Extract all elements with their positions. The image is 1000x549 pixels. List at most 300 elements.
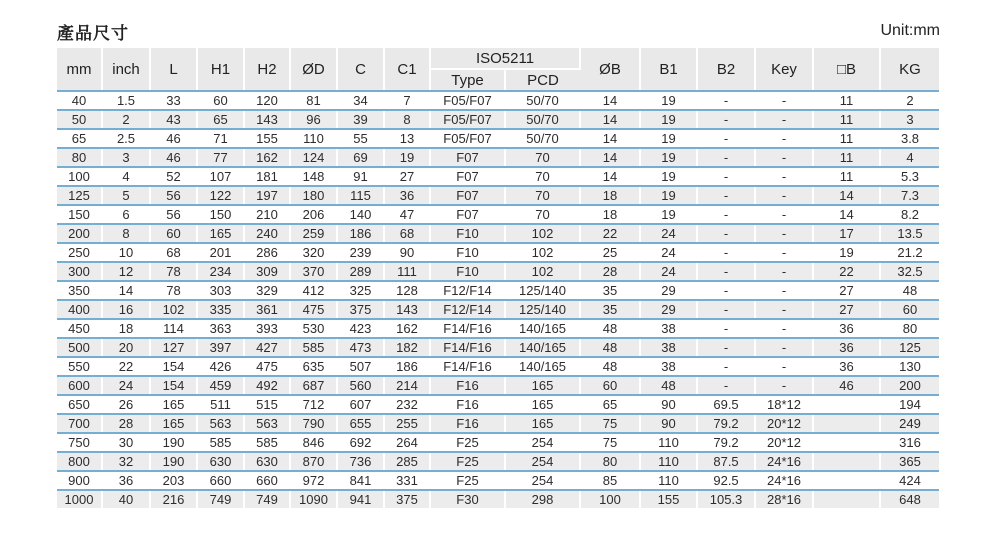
table-cell: 28 [102,414,150,433]
table-cell: 585 [290,338,337,357]
table-cell: 214 [384,376,430,395]
table-cell: 507 [337,357,384,376]
table-cell: 4 [880,148,939,167]
table-cell: 8 [384,110,430,129]
table-cell: 91 [337,167,384,186]
table-cell: - [755,281,813,300]
table-cell: 11 [813,110,880,129]
table-cell: 289 [337,262,384,281]
table-cell: - [755,167,813,186]
table-cell: 24 [640,262,697,281]
table-cell: F05/F07 [430,91,505,110]
table-cell: 11 [813,148,880,167]
table-cell: 309 [244,262,290,281]
col-header-ob: ØB [580,48,640,91]
table-cell: 7 [384,91,430,110]
table-row [57,452,939,471]
table-cell: - [697,281,755,300]
table-cell: 125 [880,338,939,357]
table-cell: 4 [102,167,150,186]
table-cell: 264 [384,433,430,452]
table-cell: 65 [197,110,244,129]
table-cell: 11 [813,91,880,110]
table-cell: 459 [197,376,244,395]
page-title: 產品尺寸 [57,24,129,43]
table-cell: 3.8 [880,129,939,148]
table-cell: 28*16 [755,490,813,508]
table-cell: 32.5 [880,262,939,281]
table-cell: 6 [102,205,150,224]
table-cell: 102 [505,243,580,262]
table-cell: 105.3 [697,490,755,508]
table-cell: 870 [290,452,337,471]
table-row [57,338,939,357]
table-cell: 10 [102,243,150,262]
col-header-b2: B2 [697,48,755,91]
table-body [57,91,939,508]
table-cell: F25 [430,471,505,490]
table-cell: 143 [384,300,430,319]
table-cell: 375 [337,300,384,319]
table-cell: 630 [197,452,244,471]
table-row [57,395,939,414]
table-cell: F05/F07 [430,129,505,148]
table-cell: 2.5 [102,129,150,148]
table-row [57,110,939,129]
table-cell: 20 [102,338,150,357]
table-cell: 203 [150,471,197,490]
table-cell: F16 [430,395,505,414]
table-cell: F07 [430,148,505,167]
table-cell: 750 [57,433,102,452]
table-cell: 77 [197,148,244,167]
table-cell: 285 [384,452,430,471]
table-cell: 60 [880,300,939,319]
table-cell: 48 [880,281,939,300]
table-cell: 14 [813,205,880,224]
table-cell: F05/F07 [430,110,505,129]
table-cell: 14 [580,167,640,186]
table-row [57,167,939,186]
table-cell: 630 [244,452,290,471]
table-cell: 800 [57,452,102,471]
table-cell: 36 [813,357,880,376]
table-cell: 790 [290,414,337,433]
table-cell: 165 [505,376,580,395]
table-cell: 120 [244,91,290,110]
table-cell: 19 [640,129,697,148]
table-cell: 530 [290,319,337,338]
table-cell: - [697,205,755,224]
table-cell: 92.5 [697,471,755,490]
table-cell: 70 [505,167,580,186]
table-cell: 46 [813,376,880,395]
table-cell: 650 [57,395,102,414]
table-cell: 130 [880,357,939,376]
table-cell: 48 [640,376,697,395]
table-cell: 162 [244,148,290,167]
table-cell: 692 [337,433,384,452]
table-cell: 14 [580,129,640,148]
table-row [57,433,939,452]
table-cell: 14 [102,281,150,300]
table-cell: 20*12 [755,433,813,452]
table-cell: 303 [197,281,244,300]
table-cell: 206 [290,205,337,224]
table-cell: 48 [580,338,640,357]
table-cell: F12/F14 [430,300,505,319]
table-row [57,319,939,338]
table-cell: 60 [580,376,640,395]
table-cell: - [755,243,813,262]
table-row [57,129,939,148]
table-cell: 19 [640,91,697,110]
table-cell: 24*16 [755,452,813,471]
table-cell: 18*12 [755,395,813,414]
table-cell: 16 [102,300,150,319]
table-cell: 33 [150,91,197,110]
table-cell: 200 [880,376,939,395]
table-row [57,490,939,508]
table-cell: 194 [880,395,939,414]
table-cell: 165 [197,224,244,243]
table-cell: 234 [197,262,244,281]
table-cell: 165 [505,395,580,414]
table-cell: - [755,205,813,224]
table-cell: 125/140 [505,300,580,319]
table-cell: 687 [290,376,337,395]
table-cell: 46 [150,148,197,167]
table-cell: - [697,224,755,243]
table-cell: 475 [290,300,337,319]
table-cell: 365 [880,452,939,471]
table-cell: 200 [57,224,102,243]
table-cell: 40 [57,91,102,110]
table-cell: 140/165 [505,338,580,357]
table-cell: 81 [290,91,337,110]
table-cell: 71 [197,129,244,148]
table-cell: 27 [384,167,430,186]
table-cell: 90 [384,243,430,262]
table-cell: 660 [197,471,244,490]
table-cell: 102 [150,300,197,319]
table-cell: 3 [880,110,939,129]
table-cell: 412 [290,281,337,300]
table-row [57,281,939,300]
table-cell: 424 [880,471,939,490]
table-cell: 181 [244,167,290,186]
table-cell: 492 [244,376,290,395]
table-cell: 24 [640,224,697,243]
table-cell: 78 [150,262,197,281]
table-cell: - [697,91,755,110]
table-cell: 36 [813,319,880,338]
table-cell: 110 [640,471,697,490]
table-cell: 210 [244,205,290,224]
col-header-od: ØD [290,48,337,91]
table-cell: 585 [197,433,244,452]
table-cell: 100 [580,490,640,508]
table-cell: 941 [337,490,384,508]
table-cell: 350 [57,281,102,300]
table-cell: 24 [640,243,697,262]
table-header [57,48,939,91]
table-cell: 122 [197,186,244,205]
table-cell: 87.5 [697,452,755,471]
table-cell: 363 [197,319,244,338]
table-cell: 46 [150,129,197,148]
table-cell: 107 [197,167,244,186]
table-cell: 12 [102,262,150,281]
table-cell: 150 [57,205,102,224]
table-cell: 600 [57,376,102,395]
table-cell: 972 [290,471,337,490]
table-cell: 427 [244,338,290,357]
col-header-square-b: □B [813,48,880,91]
table-cell: 55 [337,129,384,148]
table-cell: 102 [505,262,580,281]
table-cell: 18 [580,186,640,205]
table-cell: - [697,110,755,129]
table-cell: - [697,243,755,262]
table-cell: F16 [430,414,505,433]
table-row [57,91,939,110]
table-cell: 40 [102,490,150,508]
table-cell: - [755,148,813,167]
table-cell: 102 [505,224,580,243]
table-cell: 65 [57,129,102,148]
table-cell: 190 [150,433,197,452]
table-cell: 60 [197,91,244,110]
table-cell: 22 [813,262,880,281]
table-cell: 749 [244,490,290,508]
table-cell: F07 [430,205,505,224]
table-cell: 36 [384,186,430,205]
table-cell: 128 [384,281,430,300]
table-cell: 1090 [290,490,337,508]
table-cell: 127 [150,338,197,357]
table-cell: 550 [57,357,102,376]
table-cell: 14 [813,186,880,205]
table-cell: 35 [580,281,640,300]
table-cell: 7.3 [880,186,939,205]
table-cell: 19 [640,167,697,186]
table-cell: 900 [57,471,102,490]
table-cell: 68 [384,224,430,243]
table-cell: 165 [150,414,197,433]
unit-label: Unit:mm [880,22,940,39]
table-cell: 140/165 [505,319,580,338]
table-cell: 397 [197,338,244,357]
table-cell: 38 [640,338,697,357]
table-cell: 563 [244,414,290,433]
table-row [57,224,939,243]
table-cell: 254 [505,452,580,471]
col-header-pcd: PCD [505,69,580,91]
table-cell: 165 [505,414,580,433]
table-cell: 250 [57,243,102,262]
table-cell: 846 [290,433,337,452]
table-cell: F30 [430,490,505,508]
table-cell: 69.5 [697,395,755,414]
table-cell: 50 [57,110,102,129]
table-cell: 27 [813,300,880,319]
table-cell: - [697,186,755,205]
table-cell: 700 [57,414,102,433]
table-cell: - [755,376,813,395]
table-cell: F12/F14 [430,281,505,300]
table-cell: 11 [813,129,880,148]
table-cell: 5 [102,186,150,205]
table-cell: 65 [580,395,640,414]
table-cell: 500 [57,338,102,357]
table-cell: 36 [102,471,150,490]
table-cell: 607 [337,395,384,414]
table-cell: 140/165 [505,357,580,376]
table-cell: - [755,186,813,205]
col-header-l: L [150,48,197,91]
table-cell: 35 [580,300,640,319]
table-cell: 19 [384,148,430,167]
table-cell: 85 [580,471,640,490]
table-cell: 143 [244,110,290,129]
table-cell: 560 [337,376,384,395]
table-cell: 39 [337,110,384,129]
table-cell: 125 [57,186,102,205]
table-row [57,471,939,490]
table-cell: 165 [150,395,197,414]
table-cell: 30 [102,433,150,452]
table-cell: 331 [384,471,430,490]
table-cell: 316 [880,433,939,452]
table-cell: F10 [430,262,505,281]
table-cell: 17 [813,224,880,243]
table-cell: 110 [290,129,337,148]
table-cell: 21.2 [880,243,939,262]
table-cell: 239 [337,243,384,262]
table-cell: - [697,357,755,376]
table-cell: 78 [150,281,197,300]
table-cell: 110 [640,452,697,471]
table-cell: 140 [337,205,384,224]
col-header-key: Key [755,48,813,91]
table-cell: F07 [430,167,505,186]
table-cell: 154 [150,357,197,376]
table-cell: 3 [102,148,150,167]
table-cell: 27 [813,281,880,300]
table-cell: 124 [290,148,337,167]
table-cell: F25 [430,433,505,452]
table-cell: 563 [197,414,244,433]
table-cell: 648 [899,492,921,507]
table-cell: 80 [580,452,640,471]
table-cell: 70 [505,186,580,205]
table-cell: - [697,300,755,319]
table-cell: 68 [150,243,197,262]
table-cell: - [697,262,755,281]
table-cell: 155 [640,490,697,508]
table-cell: 34 [337,91,384,110]
col-header-type: Type [430,69,505,91]
table-cell: 19 [640,205,697,224]
table-cell: 426 [197,357,244,376]
table-cell: 18 [580,205,640,224]
table-cell: 154 [150,376,197,395]
table-cell: 182 [384,338,430,357]
table-cell [813,452,880,471]
table-cell: 736 [337,452,384,471]
table-cell: 749 [197,490,244,508]
table-cell: 26 [102,395,150,414]
col-header-inch: inch [102,48,150,91]
table-cell: 1000 [57,490,102,508]
table-cell: 100 [57,167,102,186]
table-cell: F14/F16 [430,319,505,338]
table-cell: F14/F16 [430,338,505,357]
table-cell: - [755,357,813,376]
table-cell: 8.2 [880,205,939,224]
table-cell: 60 [150,224,197,243]
col-header-h2: H2 [244,48,290,91]
table-cell: 56 [150,205,197,224]
table-cell: F07 [430,186,505,205]
table-cell: F25 [430,452,505,471]
table-cell: 110 [640,433,697,452]
col-header-mm: mm [57,48,102,91]
table-cell: - [755,110,813,129]
table-cell: 162 [384,319,430,338]
table-cell: 36 [813,338,880,357]
table-cell: 32 [102,452,150,471]
table-cell: 19 [813,243,880,262]
table-cell: 52 [150,167,197,186]
table-cell: 18 [102,319,150,338]
table-cell: 320 [290,243,337,262]
table-cell: 375 [384,490,430,508]
table-cell: 180 [290,186,337,205]
table-cell: 19 [640,110,697,129]
table-row [57,376,939,395]
table-cell: 286 [244,243,290,262]
table-row [57,262,939,281]
table-cell: 400 [57,300,102,319]
table-cell: 255 [384,414,430,433]
table-cell [813,433,880,452]
table-cell: 75 [580,433,640,452]
table-cell: 329 [244,281,290,300]
table-cell: 635 [290,357,337,376]
table-cell: - [755,224,813,243]
table-cell: F10 [430,243,505,262]
table-cell: 90 [640,414,697,433]
table-cell: 5.3 [880,167,939,186]
table-cell: 111 [384,262,430,281]
table-row [57,205,939,224]
table-cell: 300 [57,262,102,281]
table-cell: 259 [290,224,337,243]
table-cell: 11 [813,167,880,186]
table-cell: 298 [505,490,580,508]
table-cell: - [755,129,813,148]
table-cell: 473 [337,338,384,357]
table-cell: 2 [102,110,150,129]
table-cell: 24*16 [755,471,813,490]
table-cell [813,471,880,490]
table-cell: 361 [244,300,290,319]
table-cell: - [697,148,755,167]
table-cell: - [697,319,755,338]
table-cell: - [697,167,755,186]
